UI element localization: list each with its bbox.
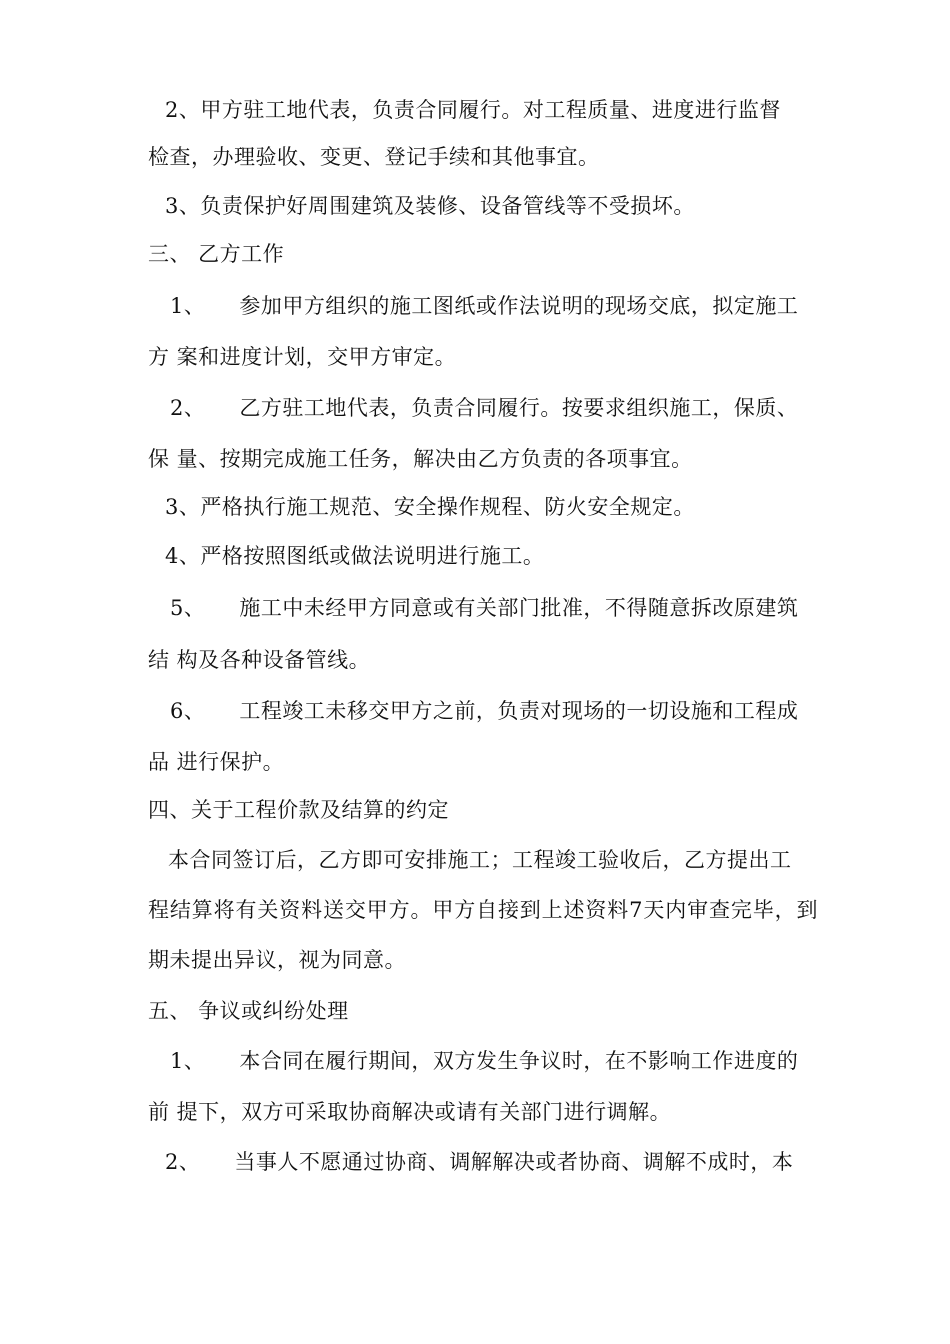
- list-text: 施工中未经甲方同意或有关部门批准，不得随意拆改原建筑: [239, 596, 799, 620]
- list-number: 2、: [170, 396, 206, 420]
- list-item: [170, 292, 798, 320]
- section-heading: 三、 乙方工作: [148, 242, 285, 266]
- text-line: 3、严格执行施工规范、安全操作规程、防火安全规定。: [165, 495, 695, 519]
- text-line: 2、甲方驻工地代表，负责合同履行。对工程质量、进度进行监督: [165, 98, 781, 122]
- text-line: 方 案和进度计划，交甲方审定。: [148, 345, 457, 369]
- text-line: 前 提下，双方可采取协商解决或请有关部门进行调解。: [148, 1100, 672, 1124]
- list-item: [170, 394, 798, 422]
- list-number: 1、: [170, 294, 206, 318]
- text-line: 本合同签订后，乙方即可安排施工；工程竣工验收后，乙方提出工: [168, 848, 792, 872]
- list-number: 5、: [170, 596, 206, 620]
- list-text: 当事人不愿通过协商、调解解决或者协商、调解不成时，本: [234, 1150, 794, 1174]
- list-number: 1、: [170, 1049, 206, 1073]
- text-line: 3、负责保护好周围建筑及装修、设备管线等不受损坏。: [165, 194, 695, 218]
- text-line: 检查，办理验收、变更、登记手续和其他事宜。: [148, 145, 600, 169]
- list-item: [170, 1047, 798, 1075]
- section-heading: 四、关于工程价款及结算的约定: [148, 798, 449, 822]
- list-text: 本合同在履行期间，双方发生争议时，在不影响工作进度的: [239, 1049, 799, 1073]
- list-item: [170, 594, 798, 622]
- list-text: 参加甲方组织的施工图纸或作法说明的现场交底，拟定施工: [239, 294, 799, 318]
- section-heading: 五、 争议或纠纷处理: [148, 999, 349, 1023]
- list-number: 6、: [170, 699, 206, 723]
- list-text: 工程竣工未移交甲方之前，负责对现场的一切设施和工程成: [239, 699, 799, 723]
- text-line: 程结算将有关资料送交甲方。甲方自接到上述资料7天内审查完毕，到: [148, 898, 818, 922]
- text-line: 期未提出异议，视为同意。: [148, 948, 406, 972]
- text-line: 品 进行保护。: [148, 750, 285, 774]
- text-line: 结 构及各种设备管线。: [148, 648, 371, 672]
- list-item: [165, 1148, 793, 1176]
- list-number: 2、: [165, 1150, 201, 1174]
- text-line: 4、严格按照图纸或做法说明进行施工。: [165, 544, 545, 568]
- list-text: 乙方驻工地代表，负责合同履行。按要求组织施工，保质、: [239, 396, 799, 420]
- list-item: [170, 697, 798, 725]
- text-line: 保 量、按期完成施工任务，解决由乙方负责的各项事宜。: [148, 447, 693, 471]
